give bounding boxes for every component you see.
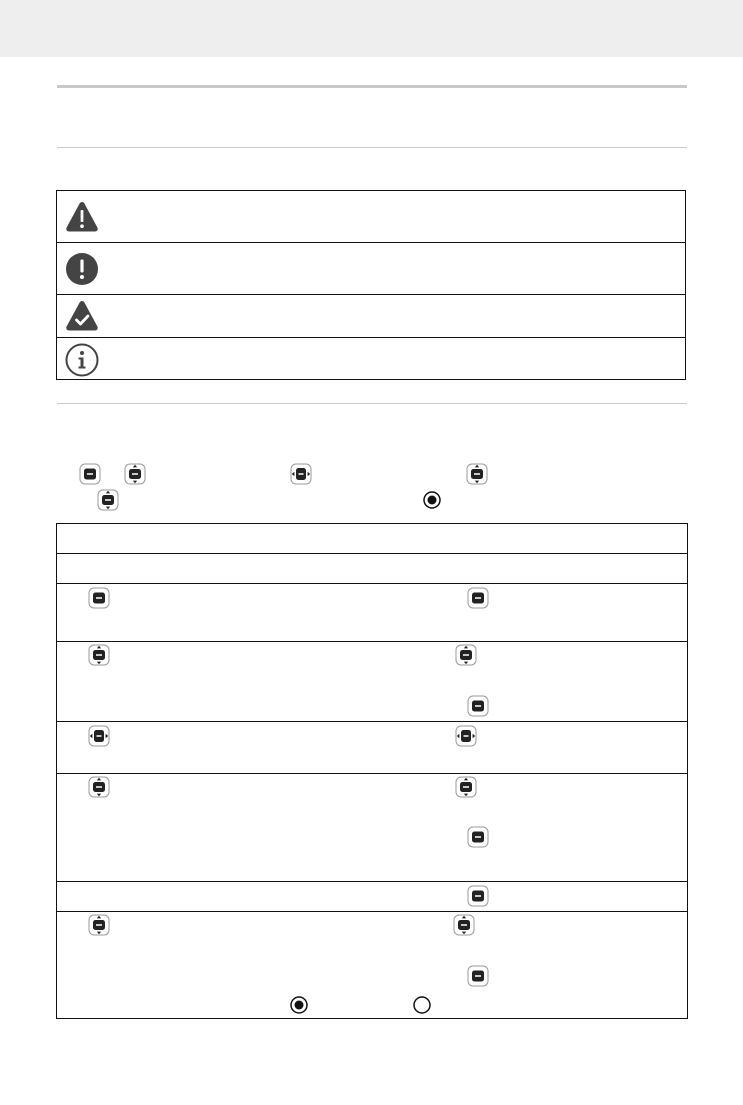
updown-key-icon [124, 463, 146, 485]
leftright-key-icon [290, 463, 312, 485]
updown-key-icon [88, 644, 110, 666]
warning-triangle-icon [65, 200, 99, 234]
table-row [57, 882, 687, 912]
updown-key-icon [88, 914, 110, 936]
symbol-row-info [57, 338, 685, 381]
symbol-row-caution [57, 243, 685, 295]
check-triangle-icon [65, 299, 99, 333]
center-key-icon [467, 695, 489, 717]
table-row [57, 722, 687, 774]
navigation-table [56, 523, 688, 1019]
exclamation-circle-icon [65, 252, 99, 286]
updown-key-icon [466, 463, 488, 485]
updown-key-icon [453, 914, 475, 936]
section-rule-2 [57, 403, 687, 404]
table-row [57, 774, 687, 882]
page-header-bar [0, 0, 743, 57]
updown-key-icon [97, 489, 119, 511]
radio-unselected-icon [413, 996, 431, 1014]
updown-key-icon [455, 644, 477, 666]
center-key-icon [79, 463, 101, 485]
section-rule-1 [57, 147, 687, 148]
table-row [57, 584, 687, 642]
center-key-icon [467, 965, 489, 987]
symbol-row-tip [57, 295, 685, 338]
center-key-icon [467, 587, 489, 609]
leftright-key-icon [88, 725, 110, 747]
table-header-row [57, 524, 687, 554]
radio-selected-icon [290, 996, 308, 1014]
symbol-legend-table [56, 190, 686, 380]
symbol-row-warning [57, 191, 685, 243]
table-row [57, 554, 687, 584]
table-row [57, 642, 687, 722]
info-circle-icon [65, 343, 99, 377]
updown-key-icon [88, 776, 110, 798]
table-row [57, 912, 687, 1018]
center-key-icon [88, 587, 110, 609]
updown-key-icon [455, 776, 477, 798]
top-rule [57, 85, 687, 88]
center-key-icon [467, 885, 489, 907]
radio-selected-icon [423, 491, 441, 509]
leftright-key-icon [455, 725, 477, 747]
center-key-icon [467, 826, 489, 848]
